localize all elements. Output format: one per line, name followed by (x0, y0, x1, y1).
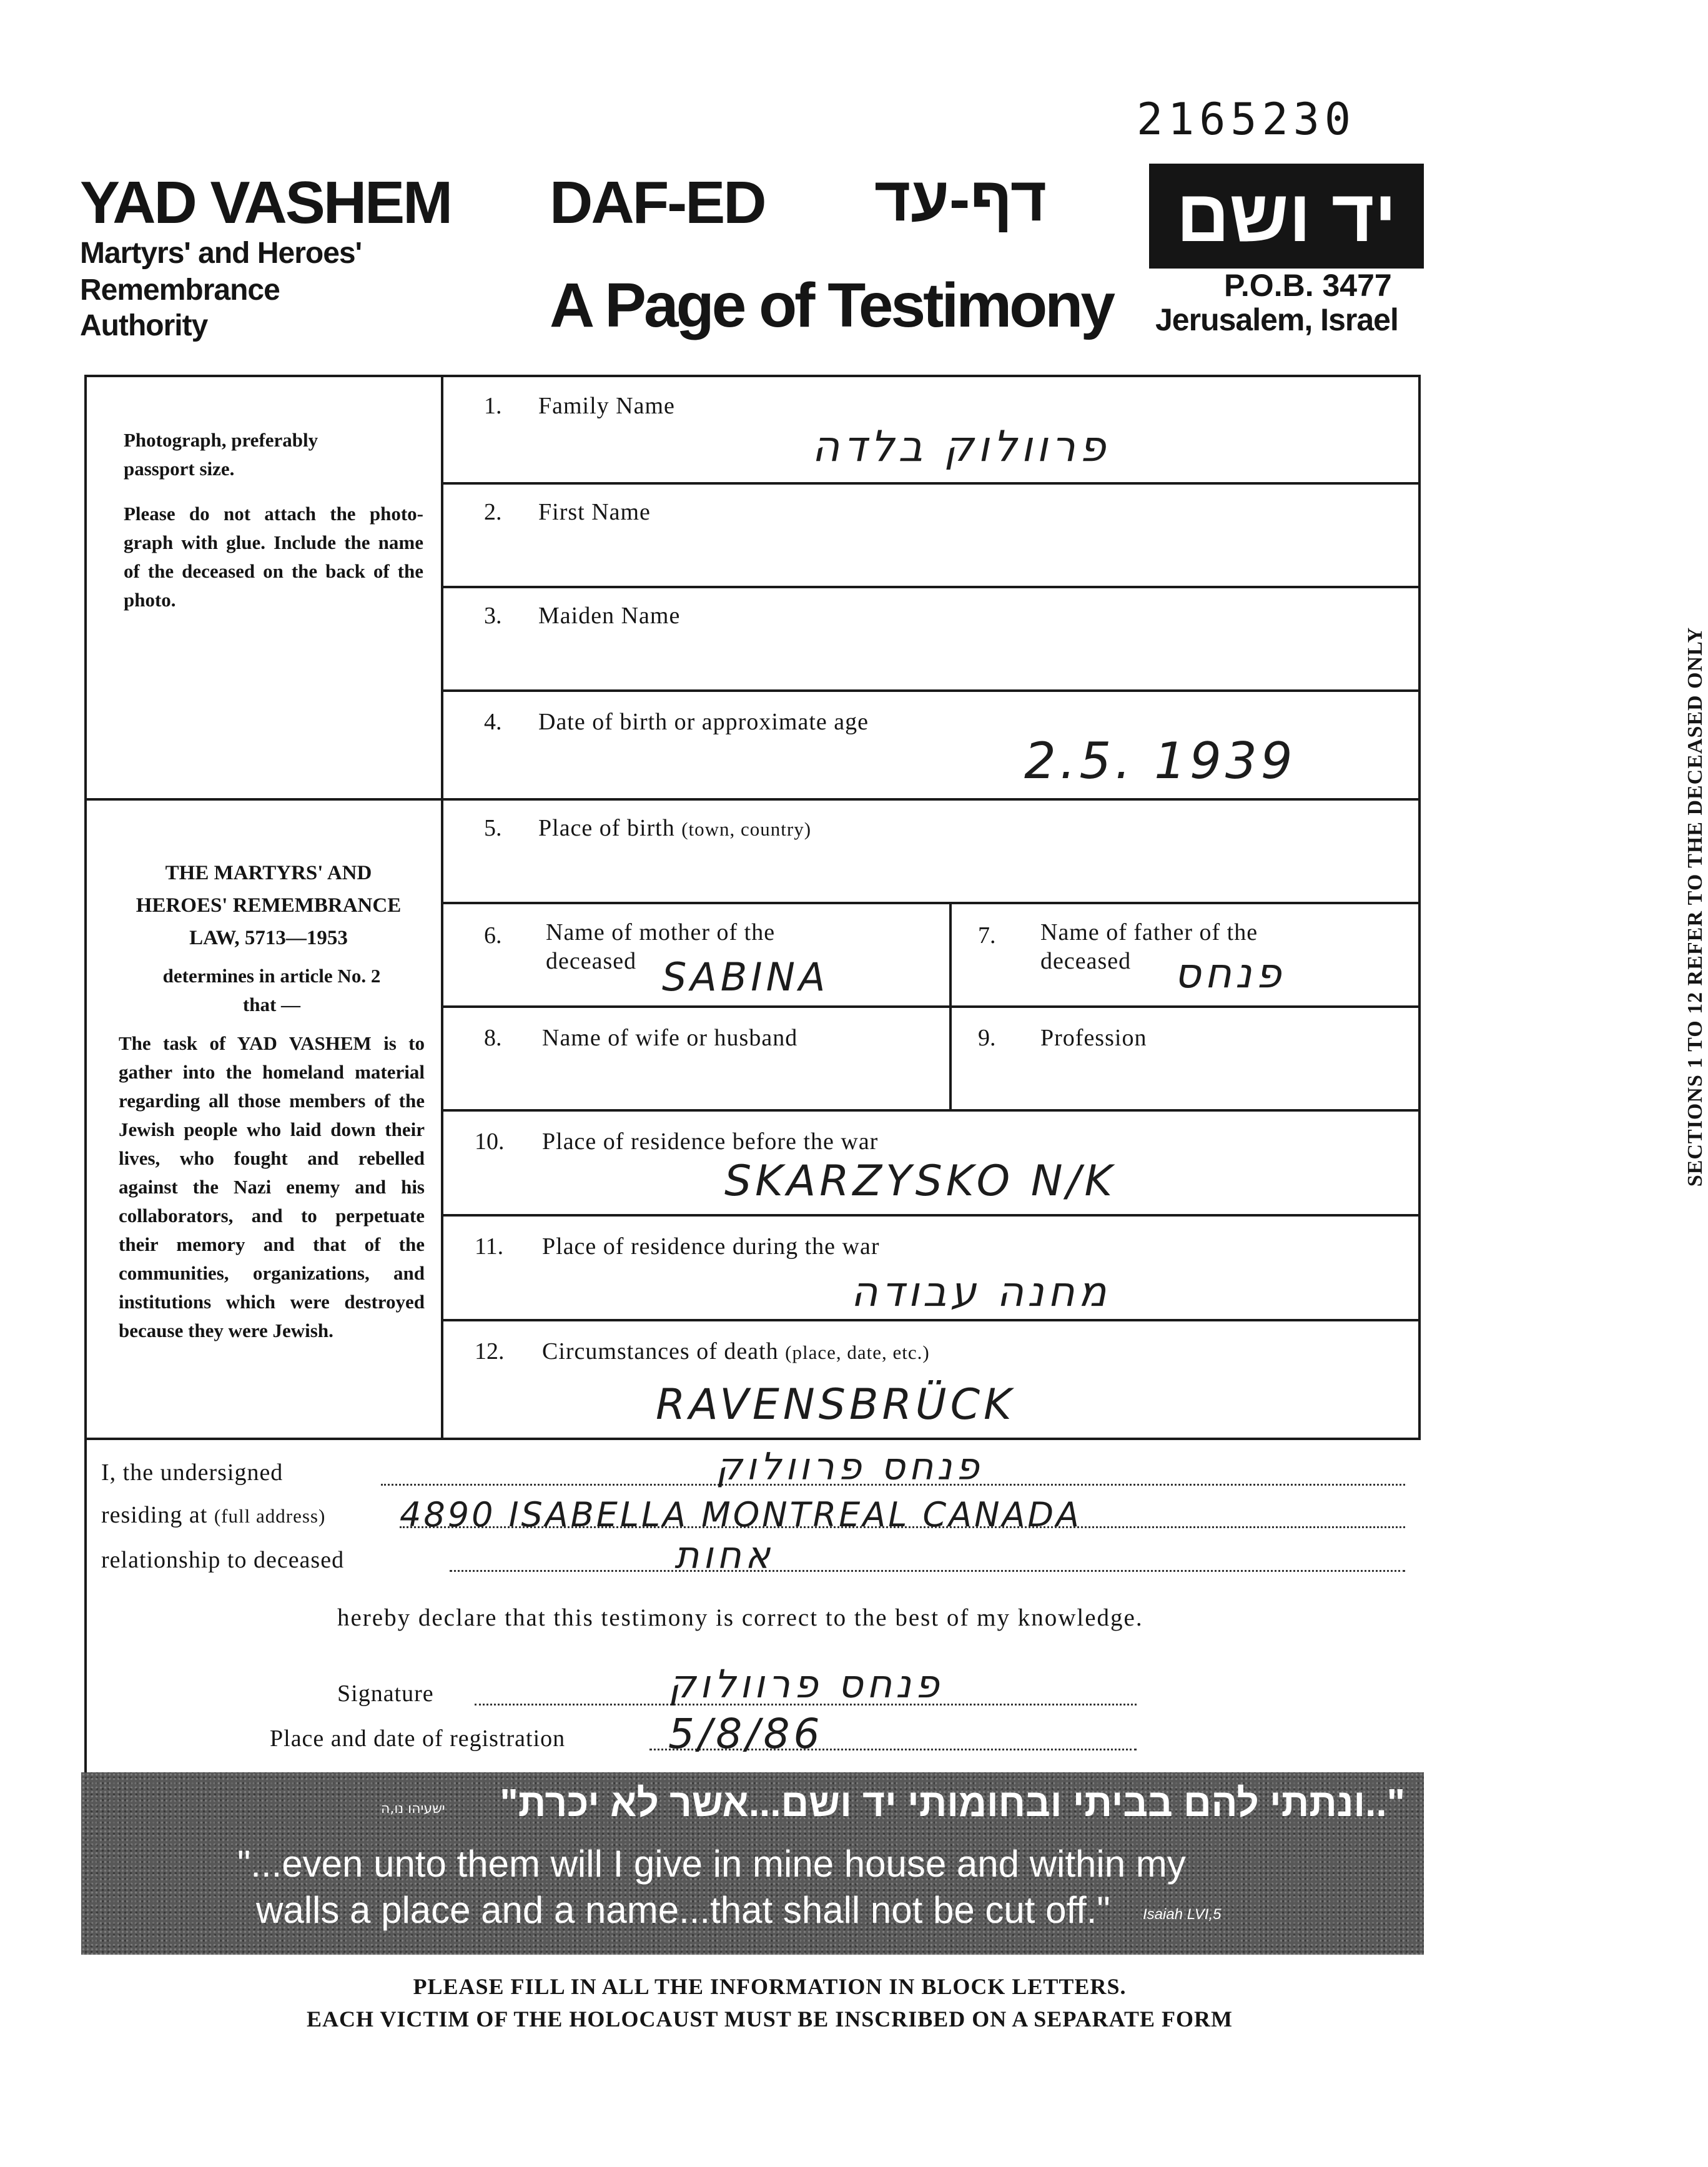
field-12-label-note: (place, date, etc.) (785, 1341, 930, 1363)
logo-hebrew: יד ושם (1176, 175, 1397, 257)
declaration-statement: hereby declare that this testimony is correct to the best of my knowledge. (337, 1604, 1143, 1631)
field-1-value[interactable]: פרוולוק בלדה (812, 422, 1110, 471)
signature-value[interactable]: פנחס פרוולוק (668, 1661, 943, 1707)
field-2-label: First Name (538, 499, 651, 525)
org-name: YAD VASHEM (80, 169, 452, 236)
field-2-number: 2. (484, 499, 502, 525)
footer-line-2: EACH VICTIM OF THE HOLOCAUST MUST BE INSCRIBED ON A SEPARATE FORM (307, 2007, 1233, 2031)
field-11-value[interactable]: מחנה עבודה (851, 1268, 1110, 1316)
photo-line-1: Photograph, preferably (124, 429, 318, 451)
field-3-label: Maiden Name (538, 603, 681, 629)
registration-label: Place and date of registration (270, 1725, 566, 1752)
city: Jerusalem, Israel (1155, 302, 1398, 337)
field-7-label: Name of father of the deceased (1040, 919, 1258, 974)
field-7-value[interactable]: פנחס (1174, 949, 1285, 997)
field-12-label-text: Circumstances of death (542, 1338, 779, 1365)
residing-label (101, 1501, 325, 1529)
field-4-value[interactable]: 2.5. 1939 (1024, 732, 1296, 790)
field-5-number: 5. (484, 815, 502, 841)
page-title: A Page of Testimony (550, 270, 1113, 340)
signature-label: Signature (337, 1681, 434, 1707)
sections-note: SECTIONS 1 TO 12 REFER TO THE DECEASED ONLY (1684, 626, 1707, 1187)
field-9-number: 9. (978, 1025, 996, 1051)
field-6-label: Name of mother of the deceased (546, 919, 776, 974)
undersigned-value[interactable]: פנחס פרוולוק (716, 1445, 983, 1489)
field-12-number: 12. (475, 1338, 505, 1365)
photo-instructions: Please do not attach the photo-graph with glue. Include the name of the deceased on the back of the photo. (124, 503, 423, 611)
banner-english-2: walls a place and a name...that shall not be cut off." (256, 1889, 1110, 1931)
daf-ed-title: DAF-ED (550, 169, 765, 236)
law-determines: determines in article No. 2 (162, 965, 381, 987)
field-11-number: 11. (475, 1233, 504, 1260)
field-8-number: 8. (484, 1025, 502, 1051)
quote-banner (81, 1772, 1424, 1955)
form-number: 2165230 (1137, 94, 1356, 145)
banner-english-1: "...even unto them will I give in mine house and within my (237, 1843, 1186, 1885)
org-line-1: Martyrs' and Heroes' (80, 237, 362, 270)
law-text: The task of YAD VASHEM is to gather into the homeland material regarding all those members of the Jewish people who laid down their lives, who fought and rebelled against the Nazi enemy and his collaborators, and to perpetuate their memory and that of the communities, organizations, and institutions which were destroyed because they were Jewish. (119, 1032, 425, 1341)
banner-english-source: Isaiah LVI,5 (1143, 1906, 1222, 1923)
law-heading-1: THE MARTYRS' AND (165, 862, 372, 884)
law-that: that — (242, 994, 301, 1015)
field-1-label: Family Name (538, 393, 675, 419)
org-line-2: Remembrance (80, 274, 280, 307)
relationship-value[interactable]: אחות (674, 1534, 774, 1577)
field-7-number: 7. (978, 922, 996, 949)
field-10-number: 10. (475, 1128, 505, 1155)
field-3-number: 3. (484, 603, 502, 629)
field-11-label: Place of residence during the war (542, 1233, 880, 1260)
field-1-number: 1. (484, 393, 502, 419)
photo-line-2: passport size. (124, 458, 235, 480)
field-8-label: Name of wife or husband (542, 1025, 798, 1051)
undersigned-label: I, the undersigned (101, 1459, 284, 1486)
law-heading-2: HEROES' REMEMBRANCE (136, 894, 402, 917)
field-12-value[interactable]: RAVENSBRÜCK (656, 1380, 1015, 1429)
residing-label-text: residing at (101, 1502, 208, 1528)
field-5-label-text: Place of birth (538, 815, 675, 841)
field-6-number: 6. (484, 922, 502, 949)
field-4-label: Date of birth or approximate age (538, 709, 869, 735)
registration-value[interactable]: 5/8/86 (668, 1710, 824, 1758)
residing-label-note: (full address) (214, 1505, 326, 1527)
banner-hebrew: "..ונתתי להם בביתי ובחומותי יד ושם...אשר לא יכרת" (500, 1782, 1405, 1825)
relationship-label: relationship to deceased (101, 1547, 345, 1573)
daf-ed-hebrew: דף-עד (874, 164, 1047, 234)
law-heading-3: LAW, 5713—1953 (189, 927, 348, 949)
field-6-value[interactable]: SABINA (662, 954, 829, 1000)
field-9-label: Profession (1040, 1025, 1147, 1051)
yad-vashem-logo (1149, 164, 1424, 269)
field-10-label: Place of residence before the war (542, 1128, 879, 1155)
footer-line-1: PLEASE FILL IN ALL THE INFORMATION IN BLOCK LETTERS. (413, 1974, 1127, 1999)
field-12-label (542, 1338, 930, 1365)
residing-value[interactable]: 4890 ISABELLA MONTREAL CANADA (400, 1495, 1082, 1534)
field-5-label (538, 814, 811, 842)
field-10-value[interactable]: SKARZYSKO N/K (724, 1157, 1117, 1206)
pob: P.O.B. 3477 (1224, 268, 1392, 303)
field-5-label-note: (town, country) (681, 818, 812, 840)
org-line-3: Authority (80, 309, 208, 342)
banner-hebrew-source: ישעיהו נו,ה (381, 1801, 445, 1817)
field-4-number: 4. (484, 709, 502, 735)
